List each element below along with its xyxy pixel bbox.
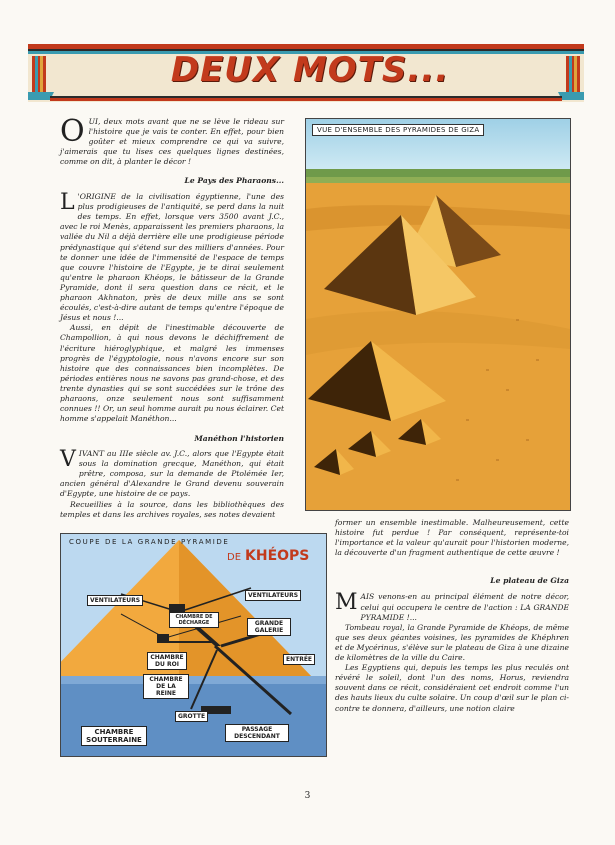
label-grotte: GROTTE	[175, 711, 208, 722]
label-chambre-de-decharge: CHAMBRE DE DÉCHARGE	[169, 612, 219, 628]
label-passage-descendant: PASSAGE DESCENDANT	[225, 724, 289, 742]
intro-drop-cap: O	[60, 114, 85, 149]
section2-paragraph-1	[60, 449, 284, 499]
label-ventilateurs-right: VENTILATEURS	[245, 590, 301, 601]
section-heading-manethon: Manéthon l'historien	[194, 434, 284, 443]
section1-paragraph-2: Aussi, en dépit de l'inestimable découverte de Champollion, à qui nous devons le déchiffrement de l'écriture hiéroglyphique, et malgré les immenses progrès de l'égyptologie, nous n'avons encore sur son histoire que des connaissances bien incomplètes. De périodes entières nous ne savons pas grand-chose, et des trente dynasties qui se sont succédées sur le trône des pharaons, onze seulement nous sont suffisamment connues !! Or, un seul homme aurait pu nous éclairer. Cet homme s'appelait Manéthon...	[60, 323, 284, 424]
label-chambre-souterraine: CHAMBRE SOUTERRAINE	[81, 726, 147, 746]
diagram-title: COUPE DE LA GRANDE PYRAMIDE	[69, 538, 230, 546]
right-text-2: AIS venons-en au principal élément de notre décor, celui qui occupera le centre de l'action : LA GRANDE PYRAMIDE !...	[360, 592, 569, 622]
kheops-cross-section-diagram	[60, 533, 327, 757]
diagram-title-de: DE	[227, 552, 242, 563]
right-paragraph-3: Tombeau royal, la Grande Pyramide de Khéops, de même que ses deux géantes voisines, les pyramides de Khéphren et de Mycérinus, s'élève sur le plateau de Giza à une dizaine de kilomètres de la ville du Caire.	[335, 622, 569, 663]
right-paragraph-1: former un ensemble inestimable. Malheureusement, cette histoire fut perdue ! Par conséquent, représente-toi l'importance et la valeur qu'aurait pour l'historien moderne, la découverte d'un fragment authentique de cette œuvre !	[335, 518, 569, 558]
section-pays-des-pharaons	[60, 176, 284, 424]
section-manethon	[60, 434, 284, 520]
page-title: DEUX MOTS...	[170, 50, 450, 90]
section1-text-1: 'ORIGINE de la civilisation égyptienne, l'une des plus prodigieuses de l'antiquité, se perd dans la nuit des temps. En effet, lorsque vers 3500 avant J.C., avec le roi Menès, apparaissent les premiers pharaons, la vallée du Nil a déjà derrière elle une prodigieuse période prédynastique qui s'étend sur des milliers d'années. Pour te donner une idée de l'immensité de l'espace de temps que couvre l'histoire de l'Egypte, je te dirai seulement qu'entre le pharaon Khéops, le bâtisseur de la Grande Pyramide, dont il sera question dans ce récit, et le pharaon Akhnaton, près de deux mille ans se sont écoulés, c'est-à-dire autant de temps qu'entre l'époque de Jésus et nous !...	[60, 192, 284, 323]
label-chambre-du-roi: CHAMBRE DU ROI	[147, 652, 187, 670]
intro-text: UI, deux mots avant que ne se lève le rideau sur l'histoire que je vais te conter. En effet, pour bien goûter et mieux comprendre ce qui va suivre, j'aimerais que tu lises ces quelques lignes destinées, comme on dit, à planter le décor !	[60, 117, 284, 167]
right-drop-cap: M	[335, 590, 358, 616]
right-paragraph-2	[335, 592, 569, 622]
intro-paragraph	[60, 114, 284, 167]
section2-drop-cap: V	[60, 447, 76, 473]
label-entree: ENTRÉE	[283, 654, 315, 665]
section2-paragraph-2: Recueillies à la source, dans les bibliothèques des temples et dans les archives royales, ses notes devaient	[60, 499, 284, 519]
section1-paragraph-1	[60, 192, 284, 323]
right-column-text	[335, 518, 569, 714]
cross-section-artwork	[61, 534, 326, 756]
section2-text-1: IVANT au IIIe siècle av. J.C., alors que l'Egypte était sous la domination grecque, Manéthon, qui était prêtre, composa, sur la demande de Ptolémée Ier, ancien général d'Alexandre le Grand devenu souverain d'Egypte, une histoire de ce pays.	[60, 449, 284, 499]
label-chambre-de-la-reine: CHAMBRE DE LA REINE	[143, 674, 189, 699]
section-heading-giza: Le plateau de Giza	[490, 576, 569, 586]
diagram-title-kheops: KHÉOPS	[245, 548, 310, 564]
label-grande-galerie: GRANDE GALERIE	[247, 618, 291, 636]
giza-pyramids-illustration	[305, 118, 571, 511]
right-paragraph-4: Les Egyptiens qui, depuis les temps les plus reculés ont révéré le soleil, dont l'un des noms, Horus, reviendra souvent dans ce récit, considéraient cet endroit comme l'un des hauts lieux du culte solaire. Un coup d'œil sur le plan ci-contre te donnera, d'ailleurs, une notion claire	[335, 663, 569, 713]
pyramids-artwork	[306, 119, 570, 510]
page-number: 3	[304, 791, 311, 801]
label-ventilateurs-left: VENTILATEURS	[87, 595, 143, 606]
panel-caption: VUE D'ENSEMBLE DES PYRAMIDES DE GIZA	[312, 124, 484, 136]
section-heading-pharaons: Le Pays des Pharaons...	[184, 176, 284, 185]
section1-drop-cap: L	[60, 190, 75, 216]
